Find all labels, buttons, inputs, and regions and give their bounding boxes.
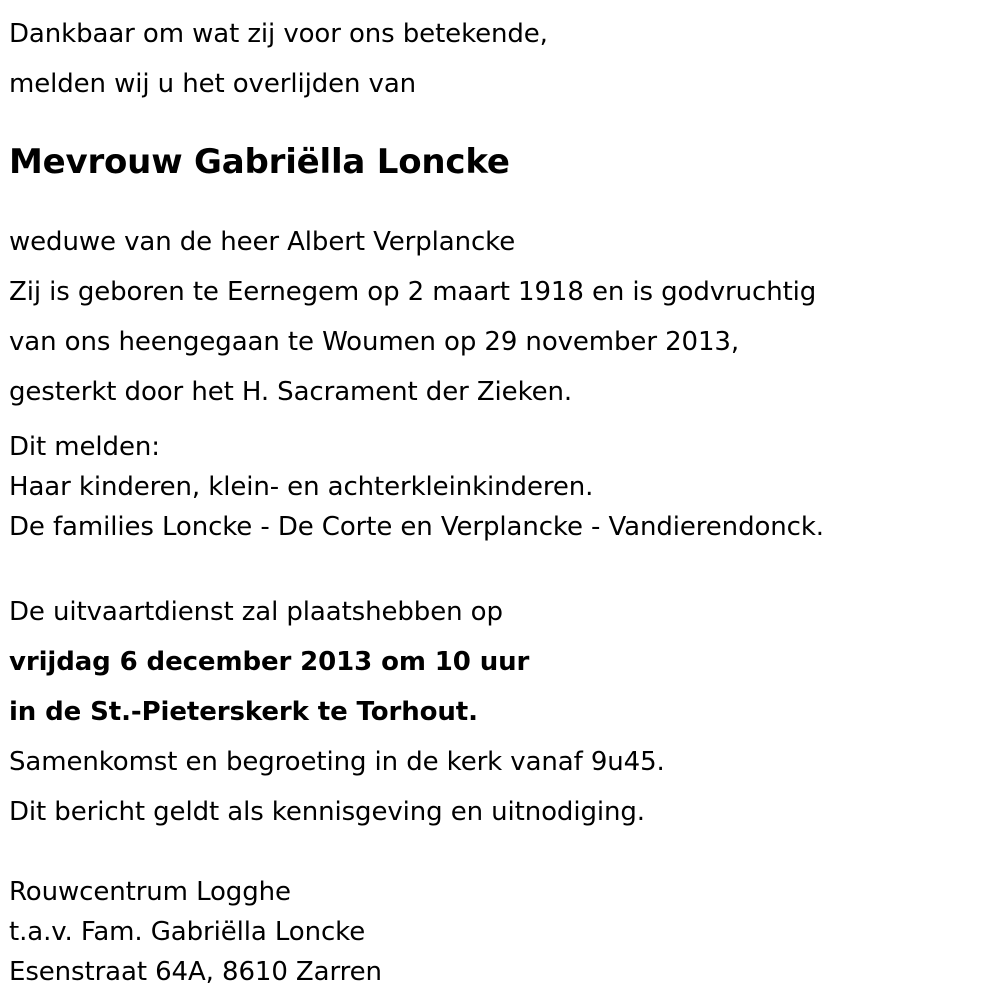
service-location: in de St.-Pieterskerk te Torhout. — [9, 697, 478, 727]
service-gathering: Samenkomst en begroeting in de kerk vanaf 9u45. — [9, 747, 665, 777]
biography-line-2: Zij is geboren te Eernegem op 2 maart 1918 en is godvruchtig — [9, 277, 817, 307]
deceased-name: Mevrouw Gabriëlla Loncke — [9, 142, 510, 182]
service-block — [9, 587, 1000, 837]
service-notice: Dit bericht geldt als kennisgeving en uitnodiging. — [9, 797, 645, 827]
service-lead-in: De uitvaartdienst zal plaatshebben op — [9, 597, 503, 627]
service-datetime: vrijdag 6 december 2013 om 10 uur — [9, 647, 530, 677]
address-line-street: Esenstraat 64A, 8610 Zarren — [9, 957, 382, 987]
announcers-line-children: Haar kinderen, klein- en achterkleinkinderen. — [9, 472, 594, 502]
address-line-attention: t.a.v. Fam. Gabriëlla Loncke — [9, 917, 366, 947]
funeral-home-address-block — [9, 872, 1000, 992]
biography-line-4: gesterkt door het H. Sacrament der Zieken. — [9, 377, 573, 407]
biography-line-3: van ons heengegaan te Woumen op 29 november 2013, — [9, 327, 740, 357]
announcers-line-families: De families Loncke - De Corte en Verplancke - Vandierendonck. — [9, 512, 824, 542]
intro-line-2: melden wij u het overlijden van — [9, 69, 417, 99]
intro-line-1: Dankbaar om wat zij voor ons betekende, — [9, 19, 548, 49]
intro-block — [9, 0, 1000, 109]
address-line-name: Rouwcentrum Logghe — [9, 877, 291, 907]
announcers-block — [9, 427, 1000, 547]
biography-line-1: weduwe van de heer Albert Verplancke — [9, 227, 516, 257]
announcers-heading: Dit melden: — [9, 432, 160, 462]
biography-block — [9, 217, 1000, 417]
